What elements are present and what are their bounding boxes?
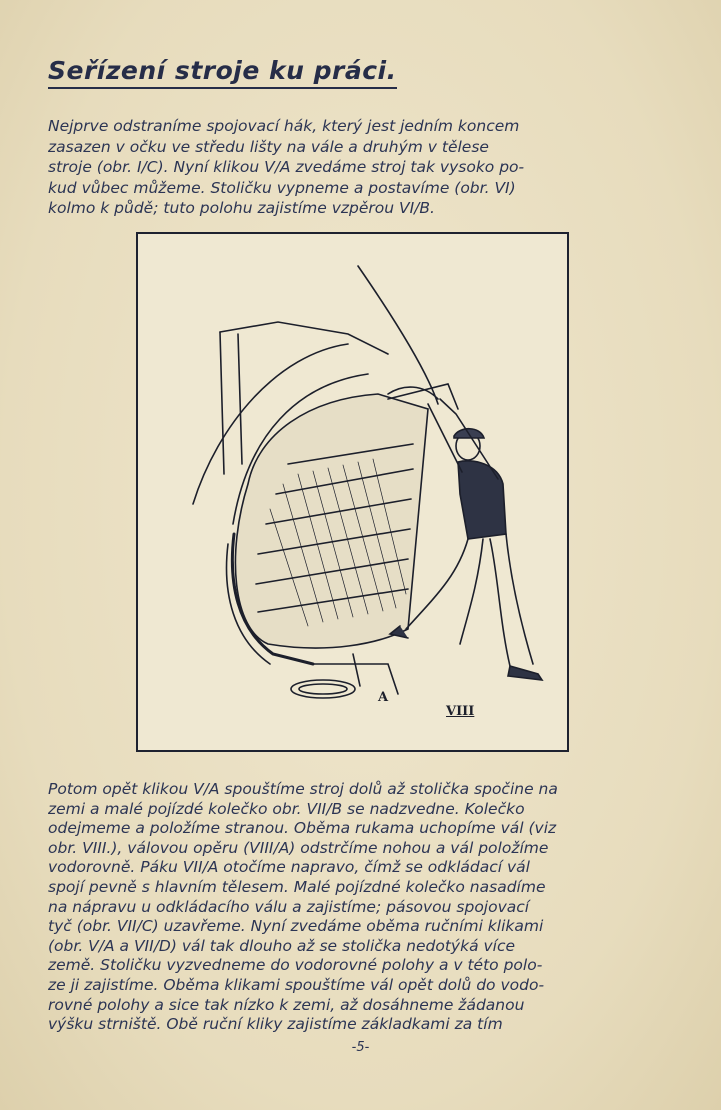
- illustration-drawing: [138, 234, 567, 750]
- intro-paragraph: [48, 116, 680, 219]
- body-line: odejmeme a položíme stranou. Oběma rukama uchopíme vál (viz: [48, 819, 557, 838]
- body-line: výšku strniště. Obě ruční kliky zajistíme základkami za tím: [48, 1015, 503, 1034]
- body-line: země. Stoličku vyzvedneme do vodorovné polohy a v této polo-: [48, 956, 543, 975]
- body-line: vodorovně. Páku VII/A otočíme napravo, čímž se odkládací vál: [48, 858, 530, 877]
- body-line: (obr. V/A a VII/D) vál tak dlouho až se stolička nedotýká více: [48, 936, 516, 955]
- figure-number: VIII: [446, 704, 475, 719]
- body-line: ze ji zajistíme. Oběma klikami spouštíme vál opět dolů do vodo-: [48, 975, 545, 994]
- intro-line: kolmo k půdě; tuto polohu zajistíme vzpěrou VI/B.: [48, 199, 435, 217]
- body-line: Potom opět klikou V/A spouštíme stroj dolů až stolička spočine na: [48, 780, 558, 798]
- body-line: na nápravu u odkládacího válu a zajistíme; pásovou spojovací: [48, 897, 530, 916]
- body-line: spojí pevně s hlavním tělesem. Malé pojízdné kolečko nasadíme: [48, 877, 546, 896]
- intro-line: zasazen v očku ve středu lišty na vále a druhým v tělese: [48, 137, 489, 156]
- intro-line: Nejprve odstraníme spojovací hák, který jest jedním koncem: [48, 117, 520, 135]
- intro-line: kud vůbec můžeme. Stoličku vypneme a postavíme (obr. VI): [48, 178, 516, 197]
- body-line: rovné polohy a sice tak nízko k zemi, až dosáhneme žádanou: [48, 995, 525, 1014]
- machine-illustration: [136, 232, 569, 752]
- intro-line: stroje (obr. I/C). Nyní klikou V/A zvedáme stroj tak vysoko po-: [48, 158, 525, 176]
- section-heading: Seřízení stroje ku práci.: [48, 56, 397, 89]
- figure-label-a: A: [378, 690, 389, 705]
- body-line: zemi a malé pojízdé kolečko obr. VII/B se nadzvedne. Kolečko: [48, 799, 525, 818]
- body-line: tyč (obr. VII/C) uzavřeme. Nyní zvedáme oběma ručními klikami: [48, 917, 544, 936]
- body-line: obr. VIII.), válovou opěru (VIII/A) odstrčíme nohou a vál položíme: [48, 838, 549, 857]
- body-paragraph: [48, 780, 680, 1035]
- page-number: -5-: [351, 1040, 370, 1055]
